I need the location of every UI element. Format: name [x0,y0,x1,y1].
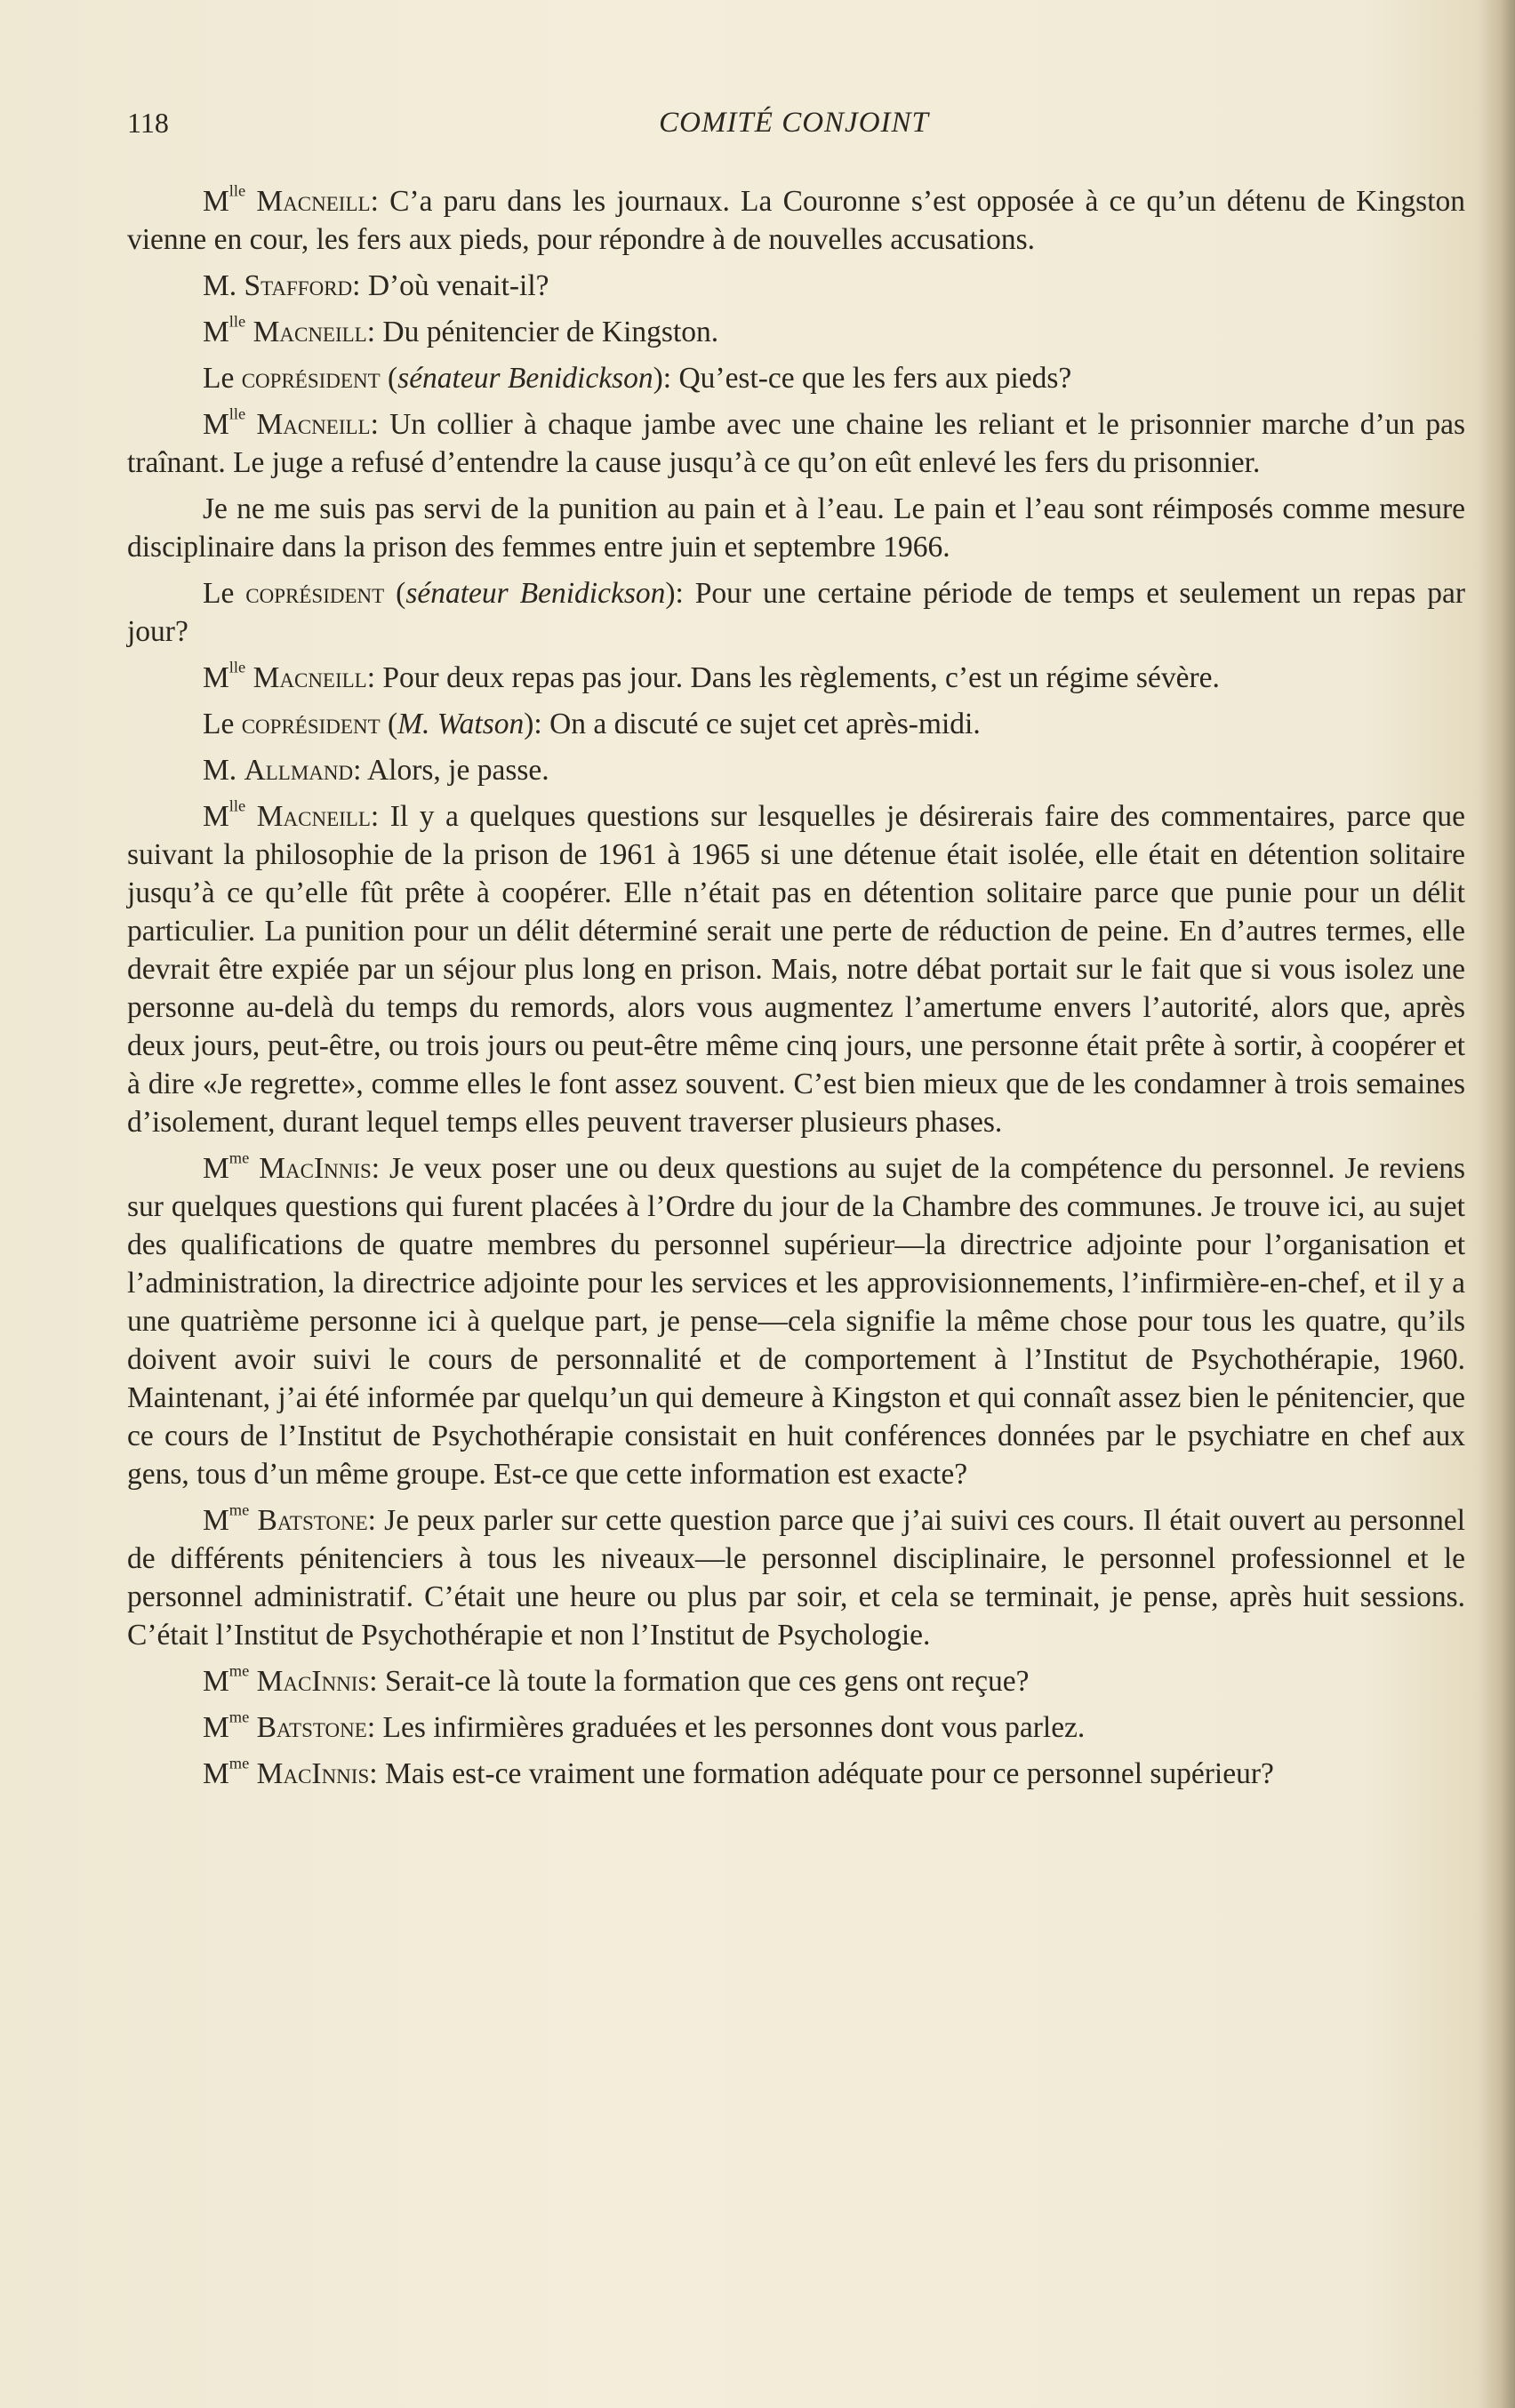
speaker-name: MacInnis [259,1152,372,1185]
paragraph-text: Les infirmières graduées et les personnes dont vous parlez. [382,1711,1086,1744]
speaker-separator: : [369,1665,385,1698]
speaker-name: Macneill [252,316,367,348]
speaker-honorific: Le [203,362,235,395]
speaker-separator: : [369,1757,385,1790]
speaker-honorific: $M^{lle}$ [203,312,246,348]
speaker-honorific: $M^{me}$ [203,1148,250,1185]
page-header [127,107,1461,151]
speaker-name: MacInnis [256,1757,370,1790]
paragraph-text: Mais est-ce vraiment une formation adéquate pour ce personnel supérieur? [384,1757,1274,1790]
chair-name: sénateur Benidickson [405,577,666,610]
honorific-superscript: lle [228,181,246,200]
speaker-name: Allmand [244,754,354,787]
honorific-superscript: me [228,1661,250,1680]
speaker-name: coprésident [241,362,381,395]
transcript-paragraph [127,659,1465,697]
speaker-separator: : [366,1711,383,1744]
honorific-superscript: lle [228,658,246,676]
speaker-name: Macneill [256,408,371,441]
speaker-separator: : [366,661,383,694]
speaker-name: Batstone [256,1711,367,1744]
speaker-separator: : [533,708,550,740]
paragraph-text: D’où venait-il? [367,269,549,302]
transcript-paragraph: Le coprésident (sénateur Benidickson): Pour une certaine période de temps et seulement un repas par jour? [127,577,1465,648]
paragraph-text: Serait-ce là toute la formation que ces gens ont reçue? [384,1665,1030,1698]
paragraph-text: Alors, je passe. [366,754,549,787]
transcript-paragraph [127,1755,1465,1793]
speaker-honorific: $M^{me}$ [203,1708,250,1744]
speaker-separator: : [371,1152,389,1185]
transcript-paragraph [127,1501,1465,1654]
transcript-paragraph [127,405,1465,482]
honorific-superscript: lle [228,796,246,815]
speaker-name: Stafford [244,269,353,302]
speaker-honorific: $M^{lle}$ [203,658,246,694]
binding-shadow [1479,0,1515,2408]
honorific-superscript: lle [228,404,246,423]
transcript-paragraph [127,1662,1465,1700]
speaker-honorific: $M^{me}$ [203,1661,250,1698]
chair-name: M. Watson [397,708,525,740]
chair-name: sénateur Benidickson [397,362,653,395]
speaker-name: Batstone [257,1504,368,1537]
transcript-paragraph [127,797,1465,1141]
speaker-name: coprésident [241,708,381,740]
transcript-paragraph [127,267,1465,305]
paragraph-text: On a discuté ce sujet cet après-midi. [549,708,981,740]
speaker-honorific: $M^{lle}$ [203,796,246,833]
transcript-paragraph [127,313,1465,351]
speaker-name: Macneill [256,185,371,218]
honorific-superscript: me [228,1148,250,1167]
speaker-honorific: $M^{me}$ [203,1754,250,1790]
speaker-separator: : [353,754,367,787]
paragraph-text: Qu’est-ce que les fers aux pieds? [678,362,1072,395]
speaker-separator: : [662,362,679,395]
honorific-superscript: lle [228,312,246,331]
transcript-paragraph: Le coprésident (sénateur Benidickson): Qu’est-ce que les fers aux pieds? [203,362,1072,395]
transcript-paragraph [127,182,1465,259]
paragraph-text: Il y a quelques questions sur lesquelles je désirerais faire des commentaires, parce que suivant la philosophie de la prison de 1961 à 1965 si une détenue était isolée, elle était en détention solitaire jusqu’à ce qu’elle fût prête à coopérer. Elle n’était pas en détention solitaire parce que punie pour un délit particulier. La punition pour un délit déterminé serait une perte de réduction de peine. En d’autres termes, elle devrait être expiée par un séjour plus long en prison. Mais, notre débat portait sur le fait que si vous isolez une personne au-delà du temps du remords, alors vous augmentez l’amertume envers l’autorité, alors que, après deux jours, peut-être, ou trois jours ou peut-être même cinq jours, une personne était prête à sortir, à coopérer et à dire «Je regrette», comme elles le font assez souvent. C’est bien mieux que de les condamner à trois semaines d’isolement, durant lequel temps elles peuvent traverser plusieurs phases. [127,800,1466,1139]
paragraph-text: C’a paru dans les journaux. La Couronne s’est opposée à ce qu’un détenu de Kingston vienne en cour, les fers aux pieds, pour répondre à de nouvelles accusations. [127,185,1466,256]
speaker-separator: : [370,408,390,441]
speaker-separator: : [370,800,390,833]
transcript-body [127,182,1465,1801]
paragraph-text: Pour une certaine période de temps et seulement un repas par jour? [127,577,1465,648]
speaker-honorific: M. [203,754,237,787]
speaker-name: coprésident [245,577,385,610]
honorific-superscript: me [228,1708,250,1726]
speaker-separator: : [352,269,368,302]
running-title: COMITÉ CONJOINT [659,107,929,139]
speaker-honorific: $M^{lle}$ [203,404,246,441]
speaker-honorific: Le [203,708,235,740]
paragraph-text: Je veux poser une ou deux questions au sujet de la compétence du personnel. Je reviens sur quelques questions qui furent placées à l’Ordre du jour de la Chambre des communes. Je trouve ici, au sujet des qualifications de quatre membres du personnel supérieur—la directrice adjointe pour l’organisation et l’administration, la directrice adjointe pour les services et les approvisionnements, l’infirmière-en-chef, et il y a une quatrième personne ici à quelque part, je pense—cela signifie la même chose pour tous les quatre, qu’ils doivent avoir suivi le cours de personnalité et de comportement à l’Institut de Psychothérapie, 1960. Maintenant, j’ai été informée par quelqu’un qui demeure à Kingston et qui connaît assez bien le pénitencier, que ce cours de l’Institut de Psychothérapie consistait en huit conférences données par le psychiatre en chef aux gens, tous d’un même groupe. Est-ce que cette information est exacte? [127,1152,1466,1491]
speaker-honorific: M. [203,269,237,302]
paragraph-text: Je peux parler sur cette question parce que j’ai suivi ces cours. Il était ouvert au personnel de différents pénitenciers à tous les niveaux—le personnel disciplinaire, le personnel professionnel et le personnel administratif. C’était une heure ou plus par soir, et cela se terminait, je pense, après huit sessions. C’était l’Institut de Psychothérapie et non l’Institut de Psychologie. [127,1504,1466,1652]
transcript-paragraph [127,1149,1465,1493]
transcript-paragraph [127,1708,1465,1747]
transcript-paragraph [127,490,1465,566]
speaker-honorific: $M^{me}$ [203,1500,250,1537]
speaker-name: Macneill [252,661,367,694]
page-number: 118 [127,107,169,139]
speaker-honorific: Le [203,577,235,610]
speaker-separator: : [366,316,383,348]
speaker-separator: : [370,185,390,218]
transcript-paragraph: Le coprésident (M. Watson): On a discuté ce sujet cet après-midi. [203,708,981,740]
paragraph-text: Je ne me suis pas servi de la punition au pain et à l’eau. Le pain et l’eau sont réimposés comme mesure disciplinaire dans la prison des femmes entre juin et septembre 1966. [127,492,1465,564]
honorific-superscript: me [228,1500,250,1519]
speaker-name: MacInnis [256,1665,370,1698]
paragraph-text: Un collier à chaque jambe avec une chaine les reliant et le prisonnier marche d’un pas traînant. Le juge a refusé d’entendre la cause jusqu’à ce qu’on eût enlevé les fers du prisonnier. [127,408,1466,479]
speaker-separator: : [367,1504,385,1537]
paragraph-text: Du pénitencier de Kingston. [382,316,719,348]
transcript-paragraph [127,751,1465,789]
paragraph-text: Pour deux repas pas jour. Dans les règlements, c’est un régime sévère. [382,661,1220,694]
speaker-name: Macneill [256,800,371,833]
speaker-honorific: $M^{lle}$ [203,181,246,218]
speaker-separator: : [675,577,695,610]
honorific-superscript: me [228,1754,250,1772]
